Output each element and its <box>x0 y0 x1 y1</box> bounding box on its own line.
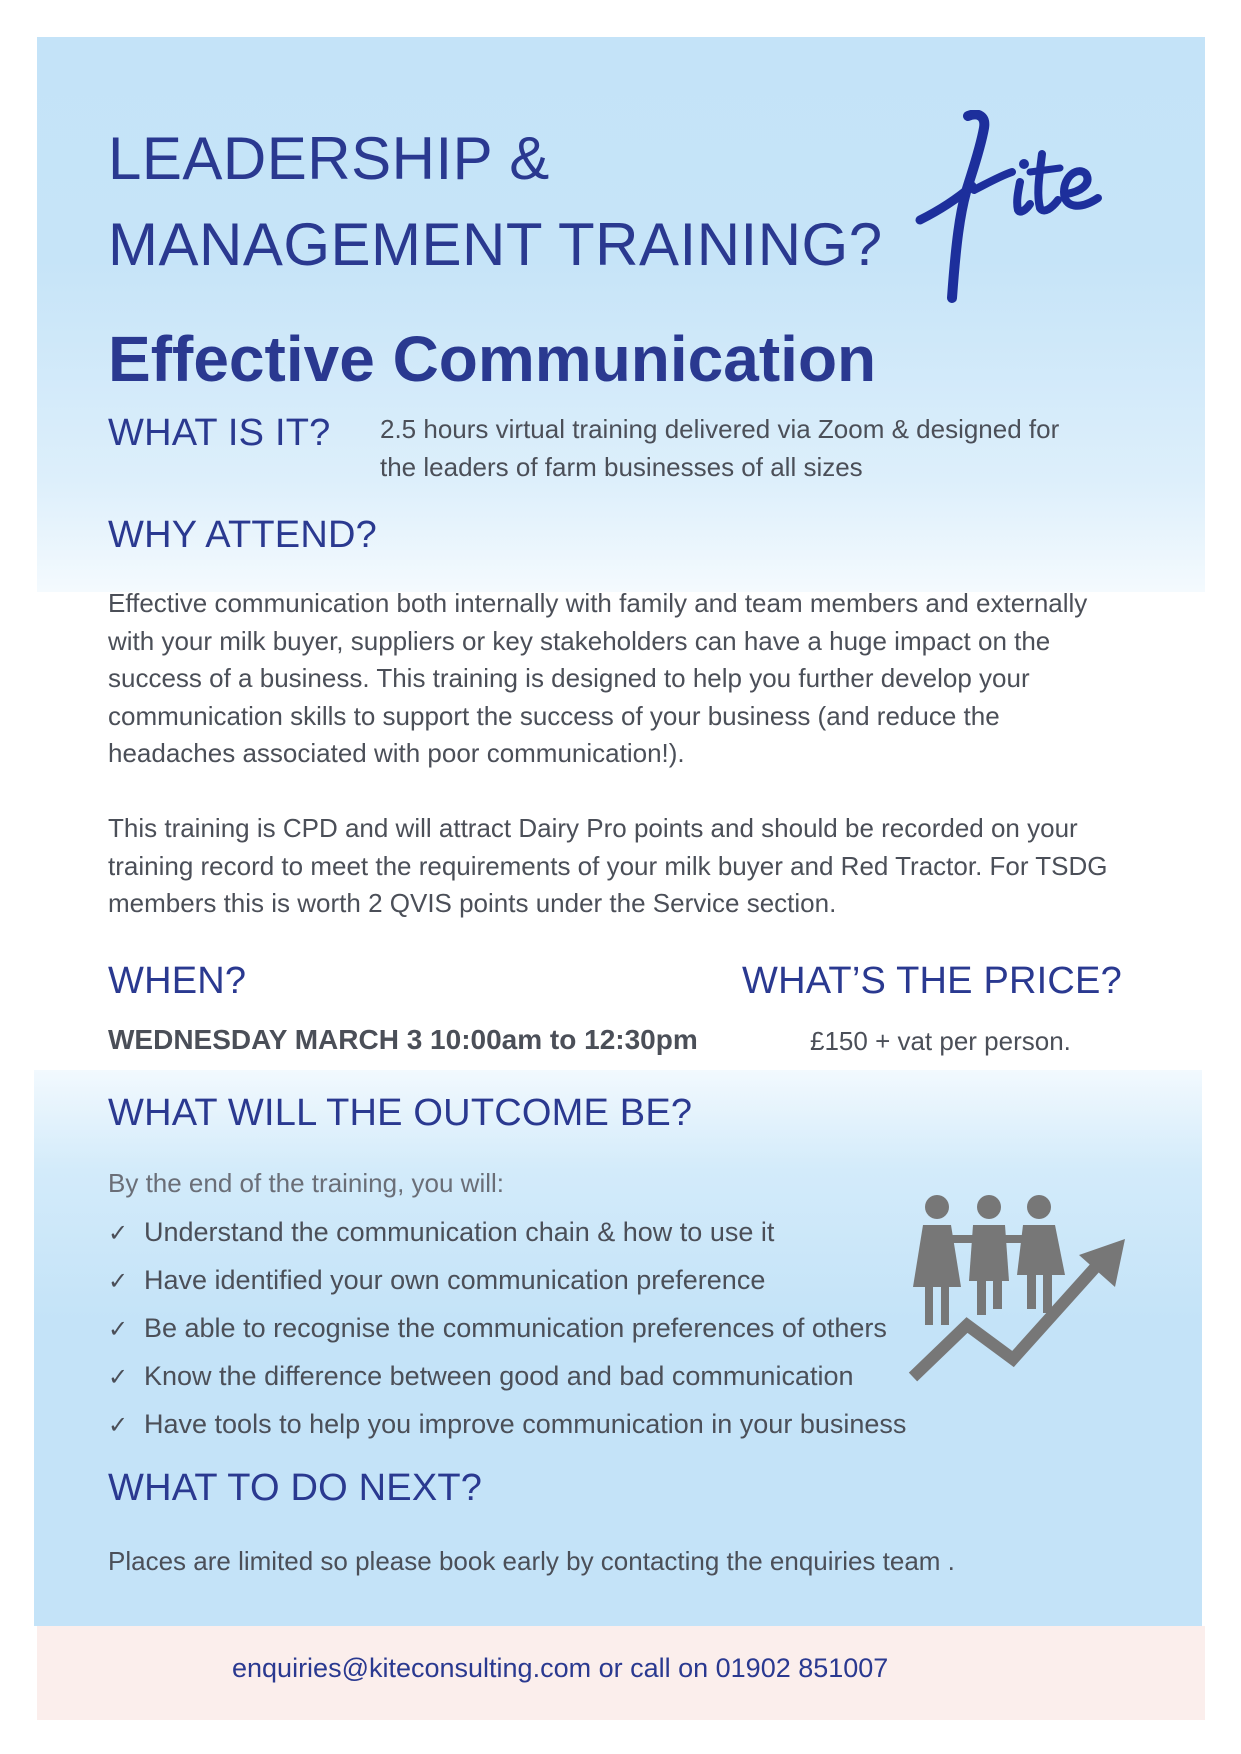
check-icon: ✓ <box>108 1411 129 1439</box>
outcome-list <box>108 1208 906 1448</box>
outcome-item <box>108 1304 906 1352</box>
outcome-heading: WHAT WILL THE OUTCOME BE? <box>108 1092 693 1134</box>
check-icon: ✓ <box>108 1267 129 1295</box>
outcome-item <box>108 1400 906 1448</box>
why-attend-paragraph-2: This training is CPD and will attract Dairy Pro points and should be recorded on your training record to meet the requirements of your milk buyer and Red Tractor. For TSDG members this is worth 2 QVIS points under the Service section. <box>108 813 1108 918</box>
title-line-2: MANAGEMENT TRAINING? <box>108 211 883 278</box>
outcome-item-text: Understand the communication chain & how to use it <box>144 1217 775 1247</box>
kite-logo <box>908 110 1128 310</box>
outcome-item-text: Know the difference between good and bad communication <box>144 1361 854 1391</box>
when-value: WEDNESDAY MARCH 3 10:00am to 12:30pm <box>108 1024 698 1055</box>
outcome-item-text: Be able to recognise the communication preferences of others <box>144 1313 887 1343</box>
what-is-it-text: 2.5 hours virtual training delivered via Zoom & designed for the leaders of farm businesses of all sizes <box>380 414 1060 482</box>
why-attend-heading: WHY ATTEND? <box>108 514 377 556</box>
next-heading: WHAT TO DO NEXT? <box>108 1467 483 1509</box>
price-heading: WHAT’S THE PRICE? <box>742 960 1122 1002</box>
outcome-item-text: Have identified your own communication preference <box>144 1265 766 1295</box>
kite-logo-icon <box>908 110 1128 310</box>
outcome-item <box>108 1352 906 1400</box>
outcome-item <box>108 1256 906 1304</box>
price-value: £150 + vat per person. <box>810 1026 1071 1056</box>
check-icon: ✓ <box>108 1315 129 1343</box>
what-is-it-heading: WHAT IS IT? <box>108 412 331 454</box>
why-attend-paragraph-1: Effective communication both internally with family and team members and externally with your milk buyer, suppliers or key stakeholders can have a huge impact on the success of a business. This training is designed to help you further develop your communication skills to support the success of your business (and reduce the headaches associated with poor communication!). <box>108 588 1088 768</box>
team-growth-icon-svg <box>905 1195 1130 1390</box>
title-line-1: LEADERSHIP & <box>108 125 550 192</box>
when-heading: WHEN? <box>108 960 247 1002</box>
check-icon: ✓ <box>108 1219 129 1247</box>
course-title: Effective Communication <box>108 323 877 395</box>
outcome-item <box>108 1208 906 1256</box>
next-text: Places are limited so please book early by contacting the enquiries team . <box>108 1546 955 1576</box>
check-icon: ✓ <box>108 1363 129 1391</box>
team-growth-icon <box>905 1195 1130 1390</box>
outcome-intro: By the end of the training, you will: <box>108 1168 505 1198</box>
outcome-item-text: Have tools to help you improve communication in your business <box>144 1409 907 1439</box>
footer-contact[interactable]: enquiries@kiteconsulting.com or call on 01902 851007 <box>232 1653 889 1683</box>
